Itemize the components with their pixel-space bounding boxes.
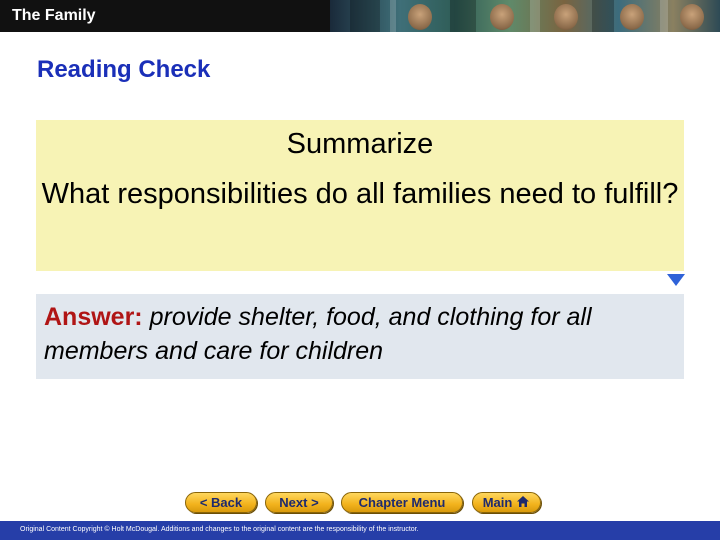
section-title: Reading Check xyxy=(37,56,211,83)
home-icon xyxy=(516,495,530,511)
footer-copyright: Original Content Copyright © Holt McDougal. Additions and changes to the original content are the responsibility of the instructor. xyxy=(20,526,419,533)
main-button-label: Main xyxy=(482,495,513,510)
next-button[interactable] xyxy=(265,492,333,513)
banner-graphic xyxy=(592,0,614,32)
back-button[interactable] xyxy=(185,492,257,513)
banner-graphic xyxy=(660,0,668,32)
banner-face-graphic xyxy=(490,4,514,30)
chapter-menu-button[interactable] xyxy=(341,492,463,513)
header-bar xyxy=(0,0,720,32)
chapter-menu-button-label: Chapter Menu xyxy=(358,495,446,510)
question-heading: Summarize xyxy=(286,128,434,160)
answer-label: Answer: xyxy=(44,303,143,331)
answer-body: provide shelter, food, and clothing for all members and care for children xyxy=(44,303,592,365)
banner-graphic xyxy=(350,0,380,32)
banner-graphic xyxy=(530,0,540,32)
banner-face-graphic xyxy=(408,4,432,30)
answer-text-block xyxy=(44,300,676,368)
header-title: The Family xyxy=(12,7,96,24)
next-button-label: Next > xyxy=(279,495,319,510)
banner-graphic xyxy=(390,0,396,32)
banner-face-graphic xyxy=(680,4,704,30)
back-button-label: < Back xyxy=(199,495,243,510)
banner-graphic xyxy=(450,0,476,32)
triangle-down-icon[interactable] xyxy=(667,274,685,286)
banner-face-graphic xyxy=(554,4,578,30)
banner-face-graphic xyxy=(620,4,644,30)
header-banner-image xyxy=(330,0,720,32)
question-text: What responsibilities do all families need to fulfill? xyxy=(41,178,679,210)
main-button[interactable] xyxy=(472,492,541,513)
